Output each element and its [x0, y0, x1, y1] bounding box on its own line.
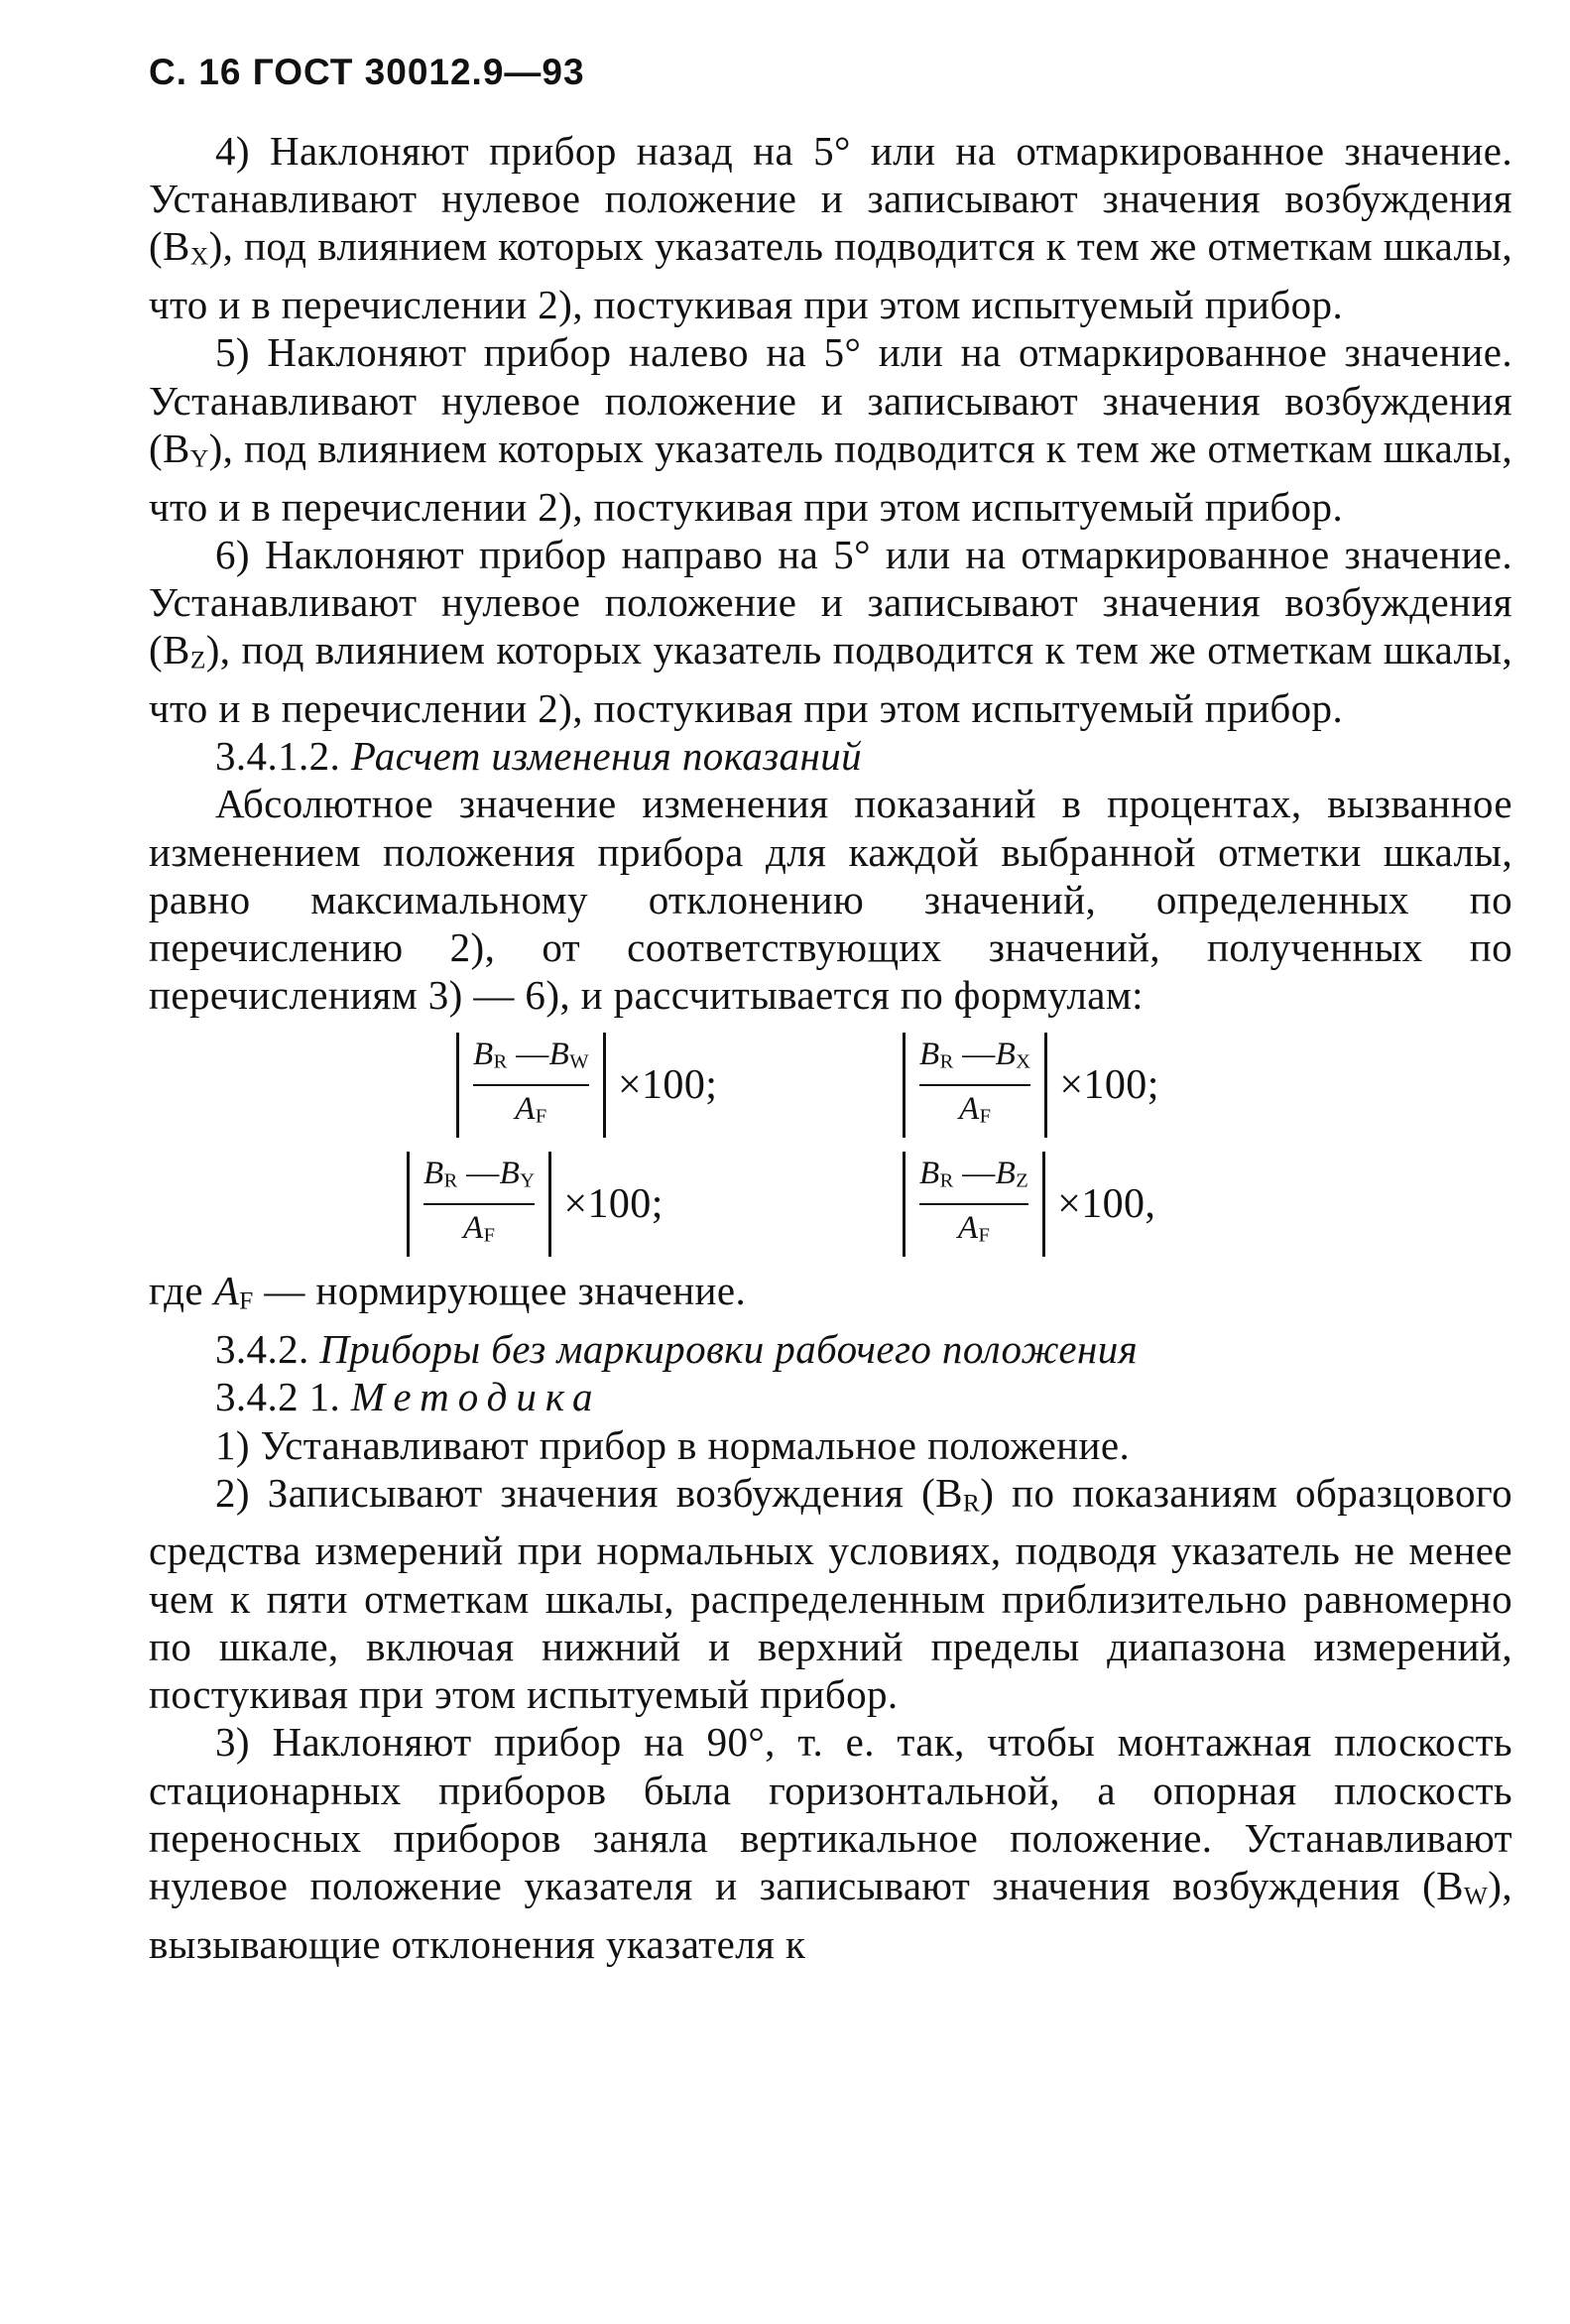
fraction-line [473, 1084, 589, 1086]
fraction-denominator: $A_F$ [515, 1091, 547, 1129]
section-title: Приборы без маркировки рабочего положения [319, 1326, 1139, 1373]
formula-w [456, 1031, 717, 1140]
section-3412-heading [149, 732, 1512, 780]
fraction-line [919, 1203, 1028, 1205]
method-item-3 [149, 1718, 1512, 1968]
section-number: 3.4.2 1. [215, 1374, 341, 1420]
fraction-numerator: $B_R$ $—B_X$ [919, 1036, 1031, 1073]
section-342-heading [149, 1325, 1512, 1373]
formula-y [407, 1150, 664, 1259]
m2-sub: R [962, 1489, 981, 1518]
section-3421-heading [149, 1373, 1512, 1420]
p5-text: 5) Наклоняют прибор налево на 5° или на отмаркированное значение. Устанавливают нулевое положение и записывают значения возбуждения (B [149, 329, 1512, 471]
paragraph-item-5 [149, 328, 1512, 530]
p6-text: 6) Наклоняют прибор направо на 5° или на отмаркированное значение. Устанавливают нулевое положение и записывают значения возбуждения (B [149, 531, 1512, 673]
abs-value [903, 1152, 1045, 1257]
fraction-denominator: $A_F$ [957, 1210, 991, 1248]
p4-end: ), под влиянием которых указатель подводится к тем же отметкам шкалы, что и в перечислении 2), постукивая при этом испытуемый прибор. [149, 223, 1512, 328]
p5-sub: Y [189, 444, 209, 473]
paragraph-absolute-value: Абсолютное значение изменения показаний в процентах, вызванное изменением положения прибора для каждой выбранной отметки шкалы, равно максимальному отклонению значений, определенных по перечислению 2), от соответствующих значений, полученных по перечислениям 3) — 6), и рассчитывается по формулам: [149, 781, 1512, 1019]
where-text: — нормирующее значение. [253, 1268, 747, 1314]
fraction-line [919, 1084, 1030, 1086]
m2-end: ) по показаниям образцового средства измерений при нормальных условиях, подводя указатель не менее чем к пяти отметкам шкалы, распределенным приблизительно равномерно по шкале, включая нижний и верхний пределы диапазона измерений, постукивая при этом испытуемый прибор. [149, 1469, 1513, 1718]
abs-value [456, 1033, 606, 1138]
p4-sub: X [189, 242, 209, 271]
document-body [149, 127, 1512, 1968]
where-sub: F [239, 1286, 254, 1315]
fraction-numerator: $B_R$ $—B_W$ [473, 1036, 589, 1073]
method-item-2 [149, 1469, 1512, 1719]
fraction-denominator: $A_F$ [463, 1210, 496, 1248]
fraction-line [423, 1203, 535, 1205]
abs-value [903, 1033, 1047, 1138]
multiplier: ×100; [617, 1062, 718, 1109]
paragraph-item-6 [149, 531, 1512, 732]
section-title: Расчет изменения показаний [350, 733, 862, 780]
method-item-1: 1) Устанавливают прибор в нормальное положение. [215, 1421, 1131, 1468]
section-title: Методика [350, 1374, 602, 1420]
m3-end: ), вызывающие отклонения указателя к [149, 1862, 1512, 1967]
where-prefix: где [149, 1268, 214, 1314]
paragraph-where [149, 1267, 1512, 1325]
p4-text: 4) Наклоняют прибор назад на 5° или на отмаркированное значение. Устанавливают нулевое положение и записывают значения возбуждения (B [149, 128, 1512, 270]
multiplier: ×100, [1057, 1181, 1156, 1228]
fraction-numerator: $B_R$ $—B_Z$ [919, 1155, 1029, 1192]
m3-sub: W [1463, 1882, 1489, 1910]
fraction-numerator: $B_R$ $—B_Y$ [423, 1155, 536, 1192]
p5-end: ), под влиянием которых указатель подводится к тем же отметкам шкалы, что и в перечислении 2), постукивая при этом испытуемый прибор. [149, 425, 1512, 530]
multiplier: ×100; [1059, 1062, 1159, 1109]
m2-text: 2) Записывают значения возбуждения (B [215, 1469, 963, 1516]
section-number: 3.4.2. [215, 1326, 309, 1373]
section-number: 3.4.1.2. [215, 733, 341, 780]
abs-value [407, 1152, 551, 1257]
formula-x [903, 1031, 1159, 1140]
fraction-denominator: $A_F$ [959, 1091, 992, 1129]
m3-text: 3) Наклоняют прибор на 90°, т. е. так, чтобы монтажная плоскость стационарных приборов была горизонтальной, а опорная плоскость переносных приборов заняла вертикальное положение. Устанавливают нулевое положение указателя и записывают значения возбуждения (B [149, 1719, 1512, 1908]
where-symbol: A [213, 1268, 240, 1314]
formula-block [149, 1031, 1512, 1261]
page-header: С. 16 ГОСТ 30012.9—93 [149, 52, 585, 92]
p6-sub: Z [189, 646, 206, 674]
formula-z [903, 1150, 1155, 1259]
p6-end: ), под влиянием которых указатель подводится к тем же отметкам шкалы, что и в перечислении 2), постукивая при этом испытуемый прибор. [149, 627, 1512, 731]
multiplier: ×100; [563, 1181, 664, 1228]
paragraph-item-4 [149, 127, 1512, 328]
